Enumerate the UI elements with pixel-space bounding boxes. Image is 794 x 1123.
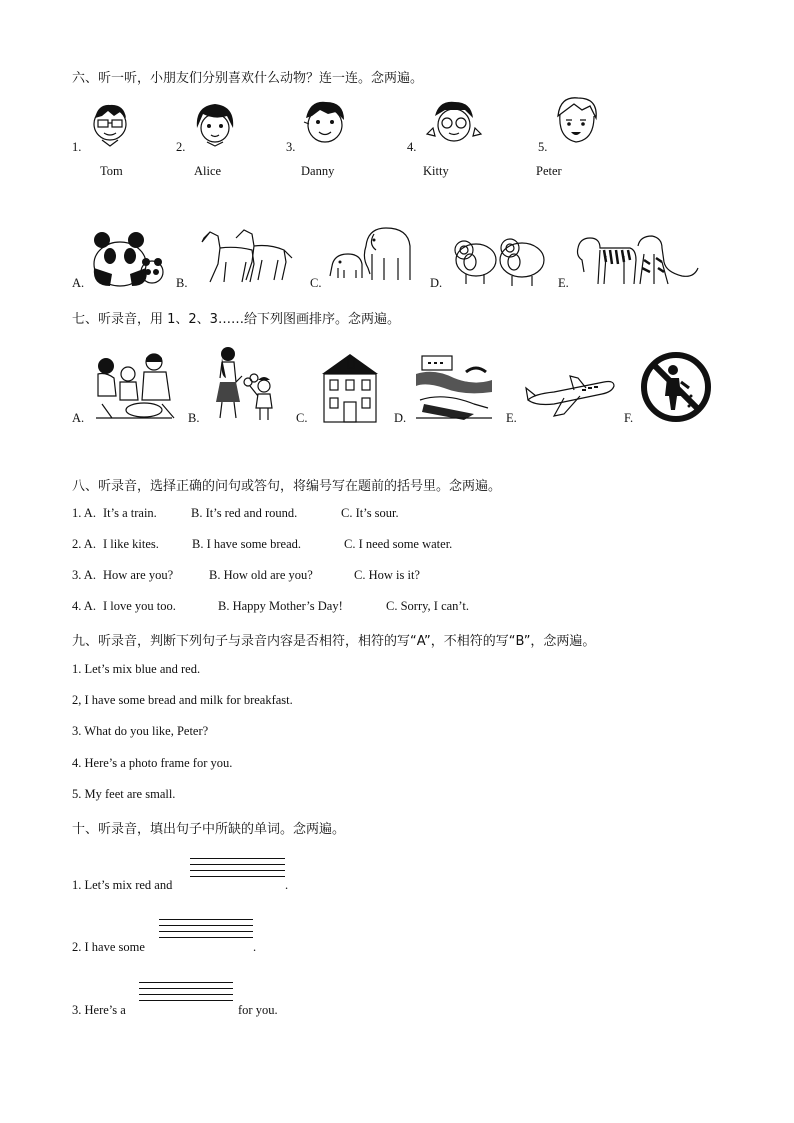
- option-a: I love you too.: [103, 599, 176, 613]
- kid-number: 1.: [72, 140, 82, 154]
- section10-heading: 十、听录音，填出句子中所缺的单词。念两遍。: [72, 822, 346, 837]
- kid-number: 3.: [286, 140, 296, 154]
- option-letter: D.: [394, 411, 407, 425]
- statement: 5. My feet are small.: [72, 787, 176, 801]
- option-c: C. It’s sour.: [341, 506, 399, 520]
- option-letter: A.: [72, 276, 85, 290]
- girl-face-icon: [425, 98, 485, 148]
- mother-child-icon: [206, 346, 284, 424]
- airplane-icon: [524, 370, 616, 418]
- fill-sentence-end: .: [253, 940, 257, 954]
- kid-number: 5.: [538, 140, 548, 154]
- kid-name: Kitty: [423, 164, 449, 178]
- kid-number: 2.: [176, 140, 186, 154]
- boy-face-icon: [300, 98, 350, 148]
- kid-name: Alice: [194, 164, 222, 178]
- house-icon: [320, 352, 380, 424]
- girl-face-icon: [193, 100, 239, 148]
- family-picnic-icon: [92, 352, 178, 422]
- option-c: C. Sorry, I can’t.: [386, 599, 469, 613]
- boy-face-icon: [552, 96, 602, 148]
- question-number: 4. A.: [72, 599, 96, 613]
- kid-name: Danny: [301, 164, 335, 178]
- elephants-icon: [328, 224, 414, 284]
- fill-sentence-start: 3. Here’s a: [72, 1003, 126, 1017]
- option-c: C. How is it?: [354, 568, 420, 582]
- statement: 3. What do you like, Peter?: [72, 724, 209, 738]
- question-number: 1. A.: [72, 506, 96, 520]
- option-letter: A.: [72, 411, 85, 425]
- answer-blank[interactable]: [139, 982, 233, 1008]
- sheep-icon: [452, 232, 548, 288]
- boy-face-icon: [90, 100, 132, 148]
- statement: 1. Let’s mix blue and red.: [72, 662, 201, 676]
- option-a: It’s a train.: [103, 506, 157, 520]
- answer-blank[interactable]: [159, 919, 253, 945]
- boat-scene-icon: [414, 352, 494, 422]
- fill-sentence-end: for you.: [238, 1003, 278, 1017]
- fill-sentence-start: 2. I have some: [72, 940, 145, 954]
- section9-heading: 九、听录音，判断下列句子与录音内容是否相符，相符的写“A”，不相符的写“B”，念两遍。: [72, 634, 596, 649]
- section8-heading: 八、听录音，选择正确的问句或答句，将编号写在题前的括号里。念两遍。: [72, 479, 502, 494]
- option-letter: E.: [506, 411, 517, 425]
- fill-sentence-start: 1. Let’s mix red and: [72, 878, 173, 892]
- question-number: 2. A.: [72, 537, 96, 551]
- section6-heading: 六、听一听，小朋友们分别喜欢什么动物？连一连。念两遍。: [72, 71, 424, 86]
- panda-icon: [90, 228, 170, 288]
- question-number: 3. A.: [72, 568, 96, 582]
- option-c: C. I need some water.: [344, 537, 453, 551]
- option-a: How are you?: [103, 568, 174, 582]
- tigers-icon: [574, 232, 702, 288]
- option-b: B. How old are you?: [209, 568, 313, 582]
- kid-name: Tom: [100, 164, 123, 178]
- fill-sentence-end: .: [285, 878, 289, 892]
- horses-icon: [196, 228, 294, 286]
- option-b: B. It’s red and round.: [191, 506, 298, 520]
- option-a: I like kites.: [103, 537, 159, 551]
- option-letter: B.: [188, 411, 200, 425]
- section7-heading: 七、听录音，用 1、2、3……给下列图画排序。念两遍。: [72, 312, 400, 327]
- kid-number: 4.: [407, 140, 417, 154]
- answer-blank[interactable]: [190, 858, 285, 884]
- kid-name: Peter: [536, 164, 562, 178]
- option-letter: B.: [176, 276, 188, 290]
- option-letter: C.: [310, 276, 322, 290]
- option-b: B. Happy Mother’s Day!: [218, 599, 343, 613]
- option-b: B. I have some bread.: [192, 537, 301, 551]
- option-letter: C.: [296, 411, 308, 425]
- option-letter: F.: [624, 411, 634, 425]
- statement: 4. Here’s a photo frame for you.: [72, 756, 233, 770]
- option-letter: E.: [558, 276, 569, 290]
- statement: 2, I have some bread and milk for breakfast.: [72, 693, 293, 707]
- no-littering-icon: [641, 352, 711, 422]
- option-letter: D.: [430, 276, 443, 290]
